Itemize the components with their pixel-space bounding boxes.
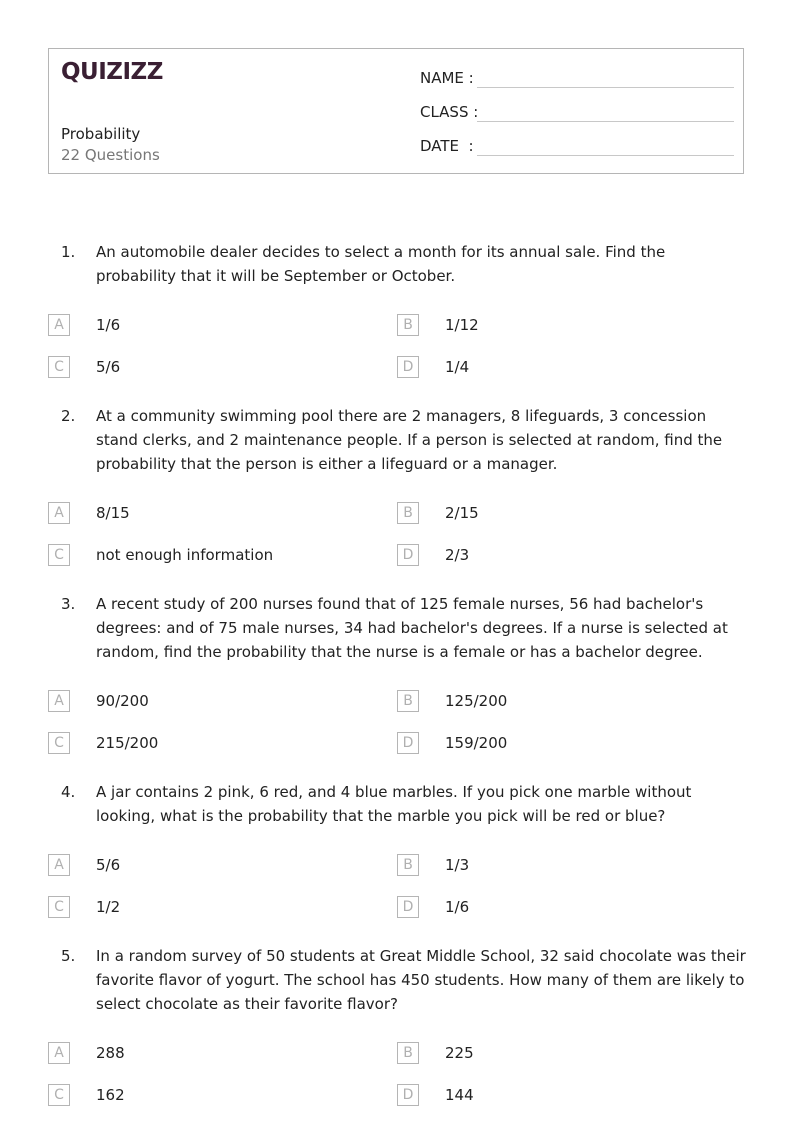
option-letter-box[interactable]: A	[48, 502, 70, 524]
option-text: 215/200	[96, 734, 159, 752]
option-text: 8/15	[96, 504, 130, 522]
name-field[interactable]	[420, 69, 734, 91]
option-text: 1/2	[96, 898, 121, 916]
date-label: DATE :	[420, 137, 474, 155]
option-1a[interactable]	[48, 314, 368, 338]
question-count: 22 Questions	[61, 146, 160, 164]
option-letter-box[interactable]: A	[48, 854, 70, 876]
quiz-title: Probability	[61, 125, 141, 143]
option-1d[interactable]	[397, 356, 717, 380]
option-5a[interactable]	[48, 1042, 368, 1066]
date-field[interactable]	[420, 137, 734, 159]
option-2a[interactable]	[48, 502, 368, 526]
option-text: 225	[445, 1044, 474, 1062]
option-letter-box[interactable]: B	[397, 502, 419, 524]
option-letter-box[interactable]: D	[397, 1084, 419, 1106]
option-text: 1/6	[445, 898, 470, 916]
date-line[interactable]	[477, 155, 734, 156]
option-4d[interactable]	[397, 896, 717, 920]
option-text: 5/6	[96, 358, 121, 376]
question-text: A recent study of 200 nurses found that of 125 female nurses, 56 had bachelor's degrees: and of 75 male nurses, 34 had bachelor's degrees. If a nurse is selected at random, find the probability that the nurse is a female or has a bachelor degree.	[96, 595, 728, 661]
option-1c[interactable]	[48, 356, 368, 380]
option-letter-box[interactable]: D	[397, 356, 419, 378]
worksheet-header	[48, 48, 744, 174]
option-text: 2/15	[445, 504, 479, 522]
question-number: 1.	[61, 243, 76, 261]
question-text: In a random survey of 50 students at Great Middle School, 32 said chocolate was their favorite flavor of yogurt. The school has 450 students. How many of them are likely to select chocolate as their favorite flavor?	[96, 947, 746, 1013]
option-3a[interactable]	[48, 690, 368, 714]
option-letter-box[interactable]: C	[48, 896, 70, 918]
option-5c[interactable]	[48, 1084, 368, 1108]
question-number: 2.	[61, 407, 76, 425]
option-letter-box[interactable]: C	[48, 732, 70, 754]
option-text: 144	[445, 1086, 474, 1104]
option-letter-box[interactable]: A	[48, 1042, 70, 1064]
question-text: At a community swimming pool there are 2 managers, 8 lifeguards, 3 concession stand clerks, and 2 maintenance people. If a person is selected at random, find the probability that the person is either a lifeguard or a manager.	[96, 407, 723, 473]
option-letter-box[interactable]: B	[397, 854, 419, 876]
option-letter-box[interactable]: A	[48, 690, 70, 712]
question-number: 5.	[61, 947, 76, 965]
option-text: 159/200	[445, 734, 508, 752]
option-4b[interactable]	[397, 854, 717, 878]
question-text: An automobile dealer decides to select a month for its annual sale. Find the probability that it will be September or October.	[96, 243, 666, 285]
option-letter-box[interactable]: B	[397, 314, 419, 336]
option-2b[interactable]	[397, 502, 717, 526]
option-letter-box[interactable]: B	[397, 690, 419, 712]
option-letter-box[interactable]: B	[397, 1042, 419, 1064]
name-line[interactable]	[477, 87, 734, 88]
option-text: 162	[96, 1086, 125, 1104]
option-3b[interactable]	[397, 690, 717, 714]
option-3c[interactable]	[48, 732, 368, 756]
option-letter-box[interactable]: C	[48, 544, 70, 566]
option-4a[interactable]	[48, 854, 368, 878]
quizizz-logo: QUIZIZZ	[61, 59, 163, 85]
option-letter-box[interactable]: D	[397, 896, 419, 918]
option-text: 1/4	[445, 358, 470, 376]
question-text: A jar contains 2 pink, 6 red, and 4 blue marbles. If you pick one marble without looking, what is the probability that the marble you pick will be red or blue?	[96, 783, 692, 825]
option-letter-box[interactable]: C	[48, 356, 70, 378]
question-number: 4.	[61, 783, 76, 801]
option-text: 2/3	[445, 546, 470, 564]
option-2d[interactable]	[397, 544, 717, 568]
option-5d[interactable]	[397, 1084, 717, 1108]
option-text: 288	[96, 1044, 125, 1062]
option-3d[interactable]	[397, 732, 717, 756]
option-text: not enough information	[96, 546, 274, 564]
option-5b[interactable]	[397, 1042, 717, 1066]
option-letter-box[interactable]: C	[48, 1084, 70, 1106]
option-letter-box[interactable]: D	[397, 732, 419, 754]
class-label: CLASS :	[420, 103, 479, 121]
option-text: 90/200	[96, 692, 149, 710]
option-letter-box[interactable]: A	[48, 314, 70, 336]
option-4c[interactable]	[48, 896, 368, 920]
option-letter-box[interactable]: D	[397, 544, 419, 566]
class-field[interactable]	[420, 103, 734, 125]
class-line[interactable]	[477, 121, 734, 122]
option-text: 125/200	[445, 692, 508, 710]
option-text: 1/3	[445, 856, 470, 874]
option-text: 1/12	[445, 316, 479, 334]
option-text: 5/6	[96, 856, 121, 874]
name-label: NAME :	[420, 69, 474, 87]
question-number: 3.	[61, 595, 76, 613]
option-2c[interactable]	[48, 544, 368, 568]
option-1b[interactable]	[397, 314, 717, 338]
option-text: 1/6	[96, 316, 121, 334]
